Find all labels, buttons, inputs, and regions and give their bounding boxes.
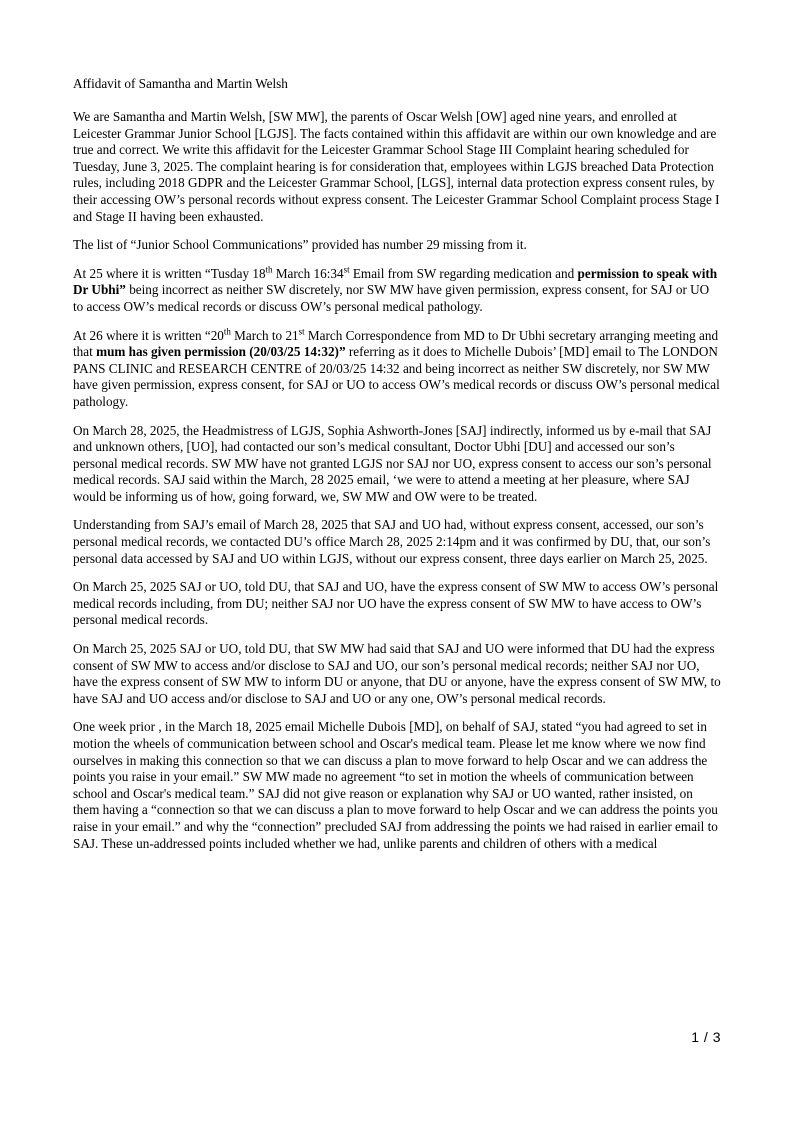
text-run: Understanding from SAJ’s email of March 28, 2025 that SAJ and UO had, without express consent, accessed, our son’s personal medical records, we contacted DU’s office March 28, 2025 2:14pm and it was confirmed by DU, that, our son’s personal data accessed by SAJ and UO within LGJS, without our express consent, three days earlier on March 25, 2025. (73, 517, 711, 566)
paragraph-list (73, 109, 721, 852)
para-list-29 (73, 237, 721, 254)
text-run: March to 21 (230, 327, 299, 343)
text-run: referring as it does to Michelle Dubois’ [MD] email to The LONDON PANS CLINIC and RESEARCH CENTRE of 20/03/25 14:32 and being incorrect as neither SW discretely, nor SW MW have given permission, express consent, for SAJ or UO to access OW’s medical records or discuss OW’s personal medical pathology. (73, 344, 720, 409)
text-run: We are Samantha and Martin Welsh, [SW MW], the parents of Oscar Welsh [OW] aged nine years, and enrolled at Leicester Grammar Junior School [LGJS]. The facts contained within this affidavit are within our own knowledge and are true and correct. We write this affidavit for the Leicester Grammar School Stage III Complaint hearing scheduled for Tuesday, June 3, 2025. The complaint hearing is for consideration that, employees within LGJS breached Data Protection rules, including 2018 GDPR and the Leicester Grammar School, [LGS], internal data protection express consent rules, by their accessing OW’s personal records without express consent. The Leicester Grammar School Complaint process Stage I and Stage II having been exhausted. (73, 109, 720, 224)
para-march-25-b (73, 641, 721, 707)
para-one-week-prior (73, 719, 721, 852)
superscript-run: st (343, 264, 350, 275)
text-run: At 26 where it is written “20 (73, 327, 224, 343)
page-number-footer: 1 / 3 (691, 1029, 721, 1045)
superscript-run: th (265, 264, 273, 275)
page-title: Affidavit of Samantha and Martin Welsh (73, 76, 288, 91)
text-run: The list of “Junior School Communications” provided has number 29 missing from it. (73, 237, 527, 253)
document-body (73, 76, 721, 852)
para-march-25-a (73, 579, 721, 629)
para-understanding (73, 517, 721, 567)
superscript-run: th (223, 326, 231, 337)
text-run: On March 25, 2025 SAJ or UO, told DU, that SAJ and UO, have the express consent of SW MW to access OW’s personal medical records including, from DU; neither SAJ nor UO have the express consent of SW MW to have access to OW’s personal medical records. (73, 579, 719, 628)
para-at-25 (73, 266, 721, 316)
bold-run: permission to speak with Dr Ubhi” (73, 265, 718, 298)
text-run: March Correspondence from MD to Dr Ubhi secretary arranging meeting and that (73, 327, 719, 360)
superscript-run: st (298, 326, 305, 337)
text-run: At 25 where it is written “Tusday 18 (73, 265, 266, 281)
text-run: One week prior , in the March 18, 2025 email Michelle Dubois [MD], on behalf of SAJ, stated “you had agreed to set in motion the wheels of communication between school and Oscar's medical team. Please let me know where we now find ourselves in making this connection so that we can discuss a plan to move forward to help Oscar and we can address the points you raise in your email.” SW MW made no agreement “to set in motion the wheels of communication between school and Oscar's medical team.” SAJ did not give reason or explanation why SAJ or UO wanted, rather insisted, on them having a “connection so that we can discuss a plan to move forward to help Oscar and we can address the points you raise in your email.” and why the “connection” precluded SAJ from addressing the points we had raised in earlier email to SAJ. These un-addressed points included whether we had, unlike parents and children of others with a medical (73, 719, 718, 851)
text-run: On March 28, 2025, the Headmistress of LGJS, Sophia Ashworth-Jones [SAJ] indirectly, informed us by e-mail that SAJ and unknown others, [UO], had contacted our son’s medical consultant, Doctor Ubhi [DU] and accessed our son’s personal medical records. SW MW have not granted LGJS nor SAJ nor UO, express consent to access our son’s personal medical records. SAJ said within the March, 28 2025 email, ‘we were to attend a meeting at her pleasure, where SAJ would be informing us of how, going forward, we, SW MW and OW were to be treated. (73, 422, 712, 504)
bold-run: mum has given permission (20/03/25 14:32)” (96, 344, 346, 360)
para-at-26 (73, 328, 721, 411)
text-run: On March 25, 2025 SAJ or UO, told DU, that SW MW had said that SAJ and UO were informed that DU had the express consent of SW MW to access and/or disclose to SAJ and UO, our son’s personal medical records; neither SAJ nor UO, have the express consent of SW MW to inform DU or anyone, that DU or anyone, have the express consent of SW MW, to have SAJ and UO access and/or disclose to SAJ and UO or any one, OW’s personal medical records. (73, 641, 721, 706)
para-intro (73, 109, 721, 225)
text-run: Email from SW regarding medication and (349, 265, 578, 281)
para-march-28 (73, 423, 721, 506)
text-run: March 16:34 (272, 265, 344, 281)
text-run: being incorrect as neither SW discretely, nor SW MW have given permission, express consent, for SAJ or UO to access OW’s medical records or discuss OW’s personal medical pathology. (73, 282, 710, 314)
